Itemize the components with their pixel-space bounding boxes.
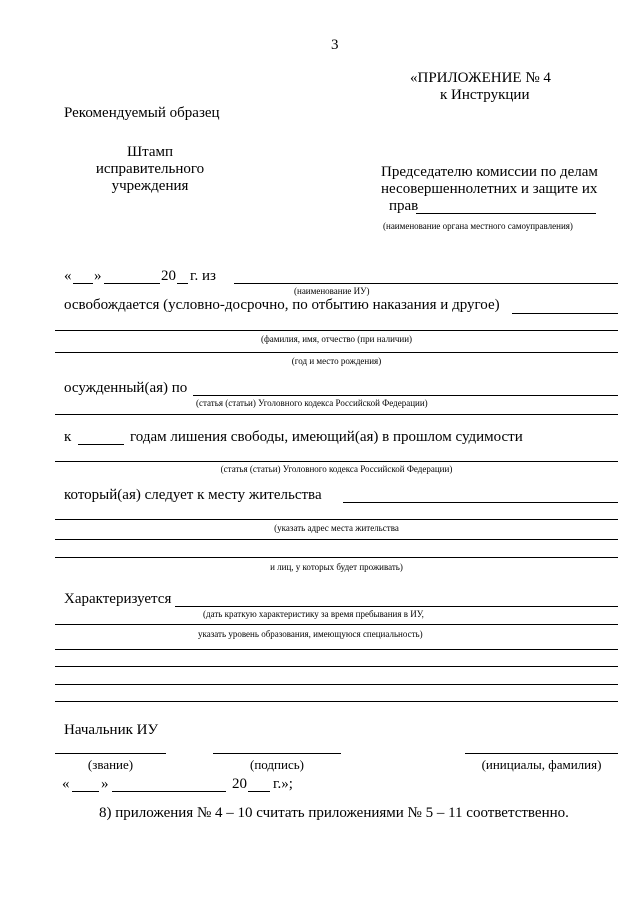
addressee-blank — [416, 213, 596, 214]
follows-text: который(ая) следует к месту жительства — [64, 487, 322, 503]
fio-blank — [55, 330, 618, 331]
date-day-blank — [73, 283, 93, 284]
recommended-sample-label: Рекомендуемый образец — [64, 105, 220, 121]
addressee-line-3: прав — [389, 198, 419, 214]
initials-caption: (инициалы, фамилия) — [481, 757, 602, 772]
signature-caption: (подпись) — [250, 757, 304, 772]
char-blank-5 — [55, 701, 618, 702]
char-blank-2 — [55, 649, 618, 650]
initials-blank — [465, 753, 618, 754]
years-blank — [78, 444, 124, 445]
date-close-quote: » — [94, 268, 102, 284]
address-caption: (указать адрес места жительства — [274, 523, 399, 533]
char-caption-1: (дать краткую характеристику за время пребывания в ИУ, — [203, 609, 424, 619]
page-number: 3 — [331, 37, 339, 53]
date2-year-prefix: 20 — [232, 776, 247, 792]
date2-suffix: г.»; — [273, 776, 293, 792]
date2-day-blank — [72, 791, 99, 792]
rank-caption: (звание) — [87, 757, 134, 772]
characterized-text: Характеризуется — [64, 591, 172, 607]
released-text: освобождается (условно-досрочно, по отбытию наказания и другое) — [64, 297, 500, 313]
char-blank-1 — [55, 624, 618, 625]
date2-open-quote: « — [62, 776, 70, 792]
article-caption-1: (статья (статьи) Уголовного кодекса Российской Федерации) — [196, 398, 428, 408]
date-month-blank — [104, 283, 160, 284]
address-blank-1 — [55, 519, 618, 520]
article-caption-2: (статья (статьи) Уголовного кодекса Российской Федерации) — [220, 464, 453, 474]
stamp-line-2: исправительного — [95, 161, 205, 177]
footer-note: 8) приложения № 4 – 10 считать приложениями № 5 – 11 соответственно. — [99, 805, 569, 821]
address-blank-2 — [55, 539, 618, 540]
persons-caption: и лиц, у которых будет проживать) — [270, 562, 403, 572]
date-open-quote: « — [64, 268, 72, 284]
appendix-title: «ПРИЛОЖЕНИЕ № 4 — [410, 70, 551, 86]
char-caption-2: указать уровень образования, имеющуюся специальность) — [198, 629, 423, 639]
stamp-line-1: Штамп — [126, 144, 174, 160]
date2-year-blank — [248, 791, 270, 792]
date-year-blank — [177, 283, 188, 284]
k-text: к — [64, 429, 72, 445]
article-blank-1 — [55, 414, 618, 415]
characterized-blank — [175, 606, 618, 607]
convicted-text: осужденный(ая) по — [64, 380, 188, 396]
date-year-suffix: г. из — [190, 268, 216, 284]
stamp-line-3: учреждения — [111, 178, 189, 194]
fio-caption: (фамилия, имя, отчество (при наличии) — [260, 334, 413, 344]
date-year-prefix: 20 — [161, 268, 176, 284]
convicted-blank — [193, 395, 618, 396]
char-blank-4 — [55, 684, 618, 685]
iu-name-blank — [234, 283, 618, 284]
addressee-caption: (наименование органа местного самоуправления) — [383, 221, 573, 231]
iu-name-caption: (наименование ИУ) — [294, 286, 370, 296]
date2-close-quote: » — [101, 776, 109, 792]
rank-blank — [55, 753, 166, 754]
date2-month-blank — [112, 791, 226, 792]
addressee-line-1: Председателю комиссии по делам — [381, 164, 598, 180]
released-blank — [512, 313, 618, 314]
chief-text: Начальник ИУ — [64, 722, 159, 738]
appendix-subtitle: к Инструкции — [440, 87, 530, 103]
address-blank-3 — [55, 557, 618, 558]
birth-blank — [55, 352, 618, 353]
birth-caption: (год и место рождения) — [291, 356, 382, 366]
char-blank-3 — [55, 666, 618, 667]
years-text: годам лишения свободы, имеющий(ая) в прошлом судимости — [130, 429, 523, 445]
article-blank-2 — [55, 461, 618, 462]
signature-blank — [213, 753, 341, 754]
addressee-line-2: несовершеннолетних и защите их — [381, 181, 598, 197]
follows-blank — [343, 502, 618, 503]
